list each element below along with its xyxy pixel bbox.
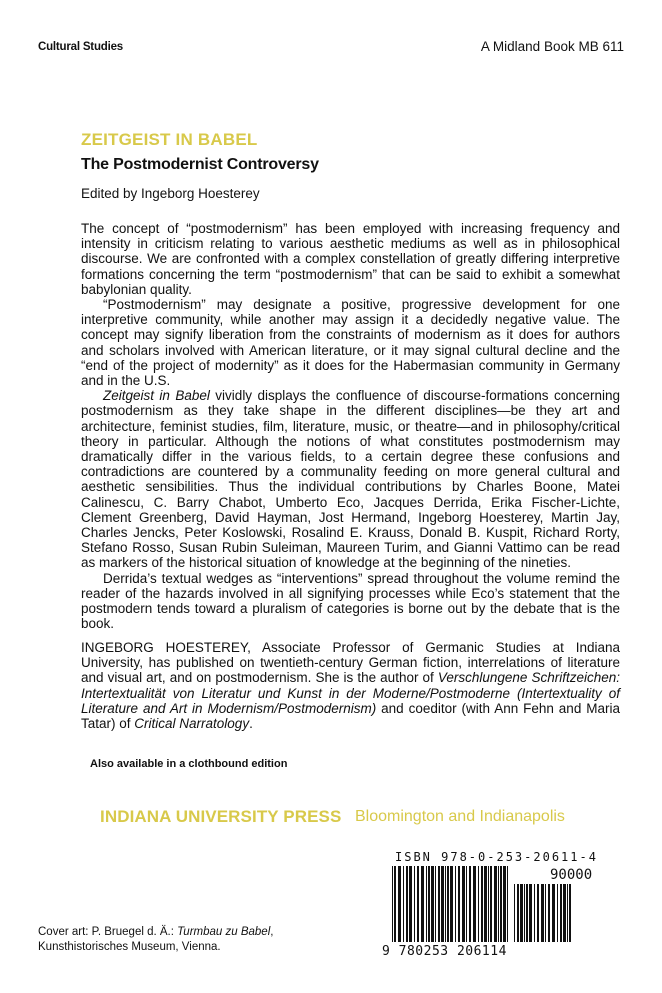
barcode-bar: [409, 866, 412, 942]
description-paragraph-3-text: vividly displays the confluence of discourse-formations concerning postmodernism as they take shape in the different disciplines—be they art and architecture, feminist studies, film, literature, music, or theatre—and in philosophy/critical theory in particular. Although the notions of what constitutes postmodernism may dramatically differ in the various fields, to a certain degree these confusions and contradictions are countered by a communality feeding on more general cultural and aesthetic sensibilities. Thus the individual contributions by Charles Boone, Matei Calinescu, C. Barry Chabot, Umberto Eco, Jacques Derrida, Erika Fischer-Lichte, Clement Greenberg, David Hayman, Jost Hermand, Ingeborg Hoesterey, Martin Jay, Charles Jencks, Peter Koslowski, Rosalind E. Krauss, Donald B. Kuspit, Richard Rorty, Stefano Rosso, Susan Rubin Suleiman, Maureen Turim, and Gianni Vattimo can be read as markers of the historical situation of knowledge at the beginning of the nineties.: [81, 388, 620, 571]
author-bio-text-e: .: [249, 716, 253, 732]
author-bio-paragraph: [81, 640, 620, 731]
description-paragraph-1: The concept of “postmodernism” has been employed with increasing frequency and intensity in criticism relating to various aesthetic mediums as well as in philosophical discourse. We are confronted with a complex constellation of greatly differing interpretive formations concerning the term “postmodernism” that can be said to exhibit a somewhat babylonian quality.: [81, 221, 620, 297]
barcode-bar: [447, 866, 449, 942]
barcode-bar: [403, 866, 404, 942]
barcode-bar: [514, 884, 515, 942]
painting-title: Turmbau zu Babel: [177, 926, 271, 938]
coedited-book-title: Critical Narratology: [134, 716, 250, 732]
editor-line: Edited by Ingeborg Hoesterey: [81, 186, 260, 201]
barcode-bar: [435, 866, 436, 942]
barcode-bar: [473, 866, 476, 942]
barcode-bar: [441, 866, 444, 942]
barcode-bars-main: [392, 866, 508, 942]
barcode-number: 9 780253 206114: [382, 944, 507, 959]
barcode-bar: [534, 884, 535, 942]
barcode-bar: [526, 884, 528, 942]
barcode-bar: [417, 866, 419, 942]
barcode-bar: [481, 866, 483, 942]
barcode-bar: [392, 866, 393, 942]
description-paragraph-4: Derrida’s textual wedges as “interventions” spread throughout the volume remind the reader of the hazards involved in all signifying processes while Eco’s statement that the postmodern tends toward a pluralism of categories is borne out by the debate that is the book.: [81, 570, 620, 632]
description-paragraph-2: “Postmodernism” may designate a positive, progressive development for one interpretive community, while another may assign it a decidedly negative value. The concept may signify liberation from the constraints of modernism as it does for authors and scholars involved with American literature, or it may signal cultural decline and the “end of the project of modernity” as it does for the Habermasian community in Germany and in the U.S.: [81, 297, 620, 389]
barcode-bar: [563, 884, 566, 942]
barcode-bar: [421, 866, 424, 942]
barcode-bar: [520, 884, 523, 942]
barcode-bar: [569, 884, 571, 942]
book-title-italic: Zeitgeist in Babel: [103, 388, 210, 404]
barcode-bar: [498, 866, 499, 942]
barcode-bar: [494, 866, 497, 942]
barcode-bar: [567, 884, 568, 942]
barcode-bar: [507, 866, 508, 942]
description-paragraph-3: [81, 388, 620, 570]
barcode-bar: [438, 866, 440, 942]
author-bio: [81, 640, 620, 731]
cover-credit-prefix: Cover art: P. Bruegel d. Ä.:: [38, 926, 178, 938]
barcode-bar: [445, 866, 446, 942]
publisher-name: INDIANA UNIVERSITY PRESS: [100, 807, 342, 826]
barcode-bars-addon: [514, 884, 571, 942]
publisher-place: Bloomington and Indianapolis: [355, 808, 565, 825]
barcode-bar: [557, 884, 558, 942]
cover-credit-comma: ,: [270, 926, 274, 938]
cover-credit-line-2: Kunsthistorisches Museum, Vienna.: [38, 941, 221, 953]
description: [81, 221, 620, 631]
availability-note: Also available in a clothbound edition: [90, 758, 288, 770]
barcode-bar: [552, 884, 555, 942]
barcode-bar: [503, 866, 506, 942]
barcode-bar: [517, 884, 519, 942]
barcode-bar: [462, 866, 465, 942]
barcode-bar: [548, 884, 550, 942]
barcode-bar: [490, 866, 492, 942]
barcode-bar: [529, 884, 532, 942]
barcode-bar: [398, 866, 401, 942]
barcode-bar: [414, 866, 415, 942]
barcode-bar: [455, 866, 456, 942]
book-subtitle: The Postmodernist Controversy: [81, 156, 319, 173]
author-bio-text-c: and coeditor (with Ann Fehn and Maria Tatar) of: [81, 700, 620, 732]
barcode-bar: [458, 866, 460, 942]
price-code: 90000: [550, 867, 593, 883]
barcode-bar: [545, 884, 546, 942]
barcode-bar: [406, 866, 408, 942]
barcode-bar: [484, 866, 487, 942]
barcode-bar: [537, 884, 539, 942]
barcode-bar: [466, 866, 467, 942]
barcode-bar: [541, 884, 544, 942]
isbn-label: ISBN 978-0-253-20611-4: [395, 850, 598, 864]
cover-credit: [38, 925, 273, 955]
barcode-bar: [478, 866, 479, 942]
barcode-bar: [428, 866, 430, 942]
barcode-bar: [469, 866, 471, 942]
barcode-bar: [450, 866, 453, 942]
barcode-bar: [431, 866, 434, 942]
barcode-bar: [426, 866, 427, 942]
imprint-label: A Midland Book MB 611: [480, 39, 624, 54]
author-book-title: Verschlungene Schriftzeichen: Intertextualität von Literatur und Kunst in der Moderne/Postmoderne (Intertextuality of Literature and Art in Modernism/Postmodernism): [81, 670, 621, 716]
barcode-bar: [560, 884, 562, 942]
barcode-bar: [394, 866, 396, 942]
barcode-bar: [524, 884, 525, 942]
barcode-bar: [488, 866, 489, 942]
author-bio-text-a: INGEBORG HOESTEREY, Associate Professor of Germanic Studies at Indiana University, has published on twentieth-century German fiction, interrelations of literature and visual art, and on postmodernism. She is the author of: [81, 640, 620, 686]
barcode-bar: [500, 866, 502, 942]
series-label: Cultural Studies: [38, 41, 123, 53]
cover-credit-line-1: [38, 925, 273, 940]
barcode: [390, 864, 620, 944]
book-title: ZEITGEIST IN BABEL: [81, 130, 258, 149]
